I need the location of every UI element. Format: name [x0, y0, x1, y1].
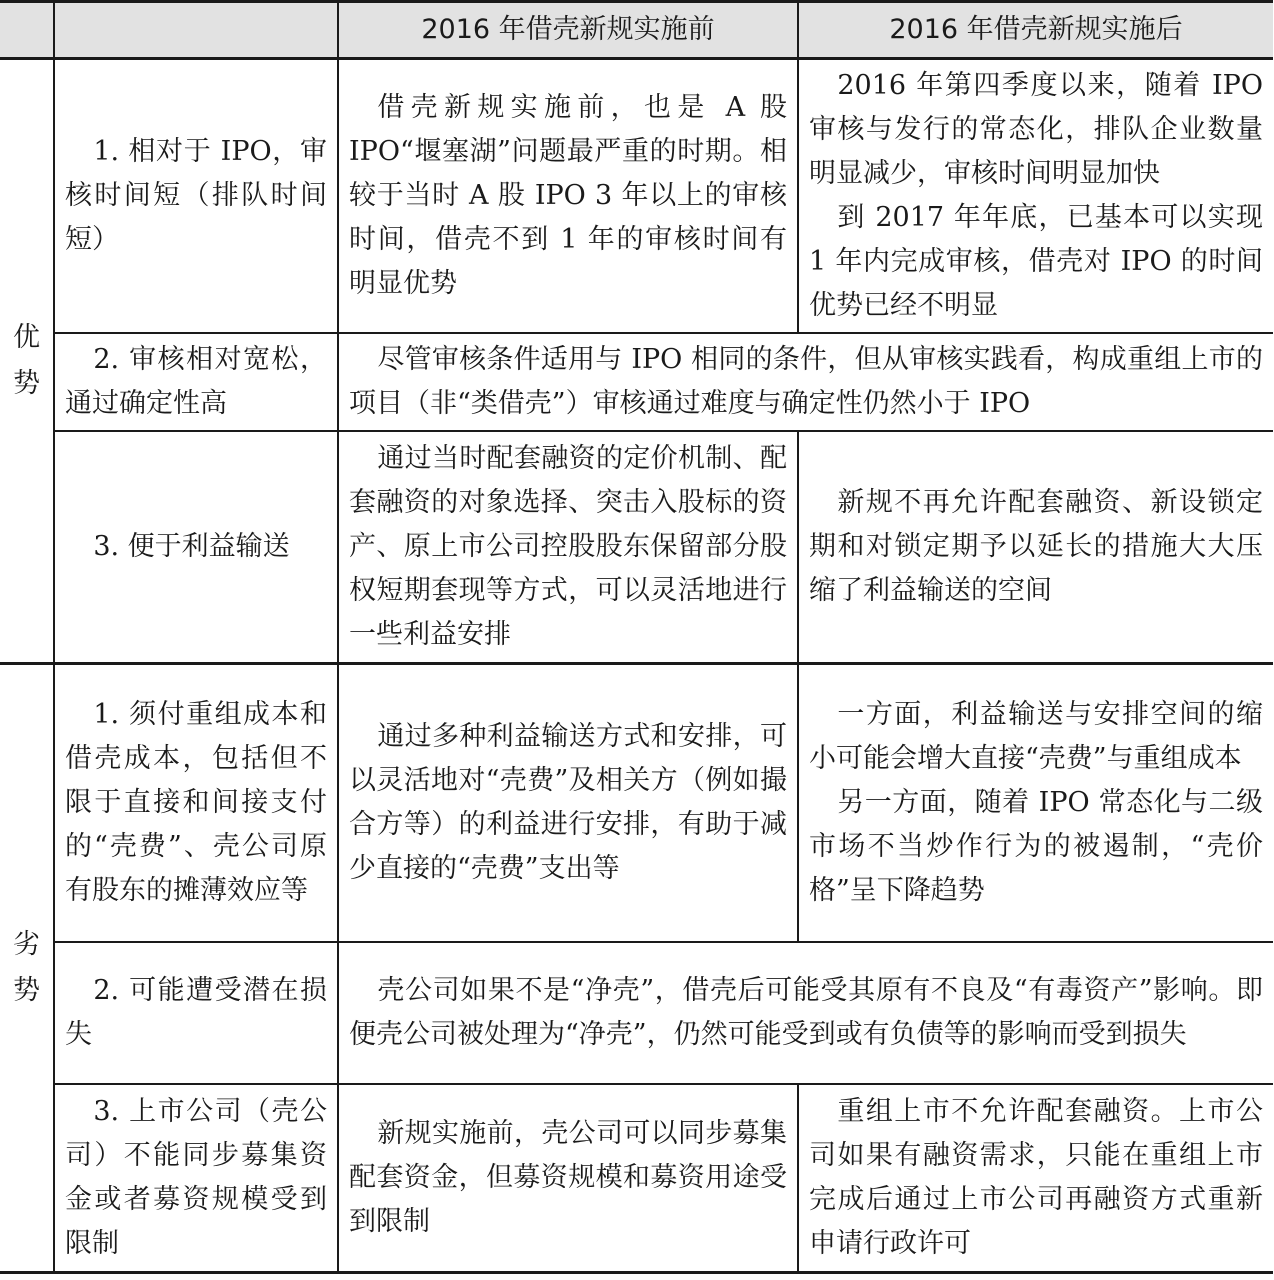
item-cell: 3. 便于利益输送 — [54, 431, 338, 664]
category-disadvantages: 劣 势 — [0, 664, 54, 1273]
before-cell: 通过当时配套融资的定价机制、配套融资的对象选择、突击入股标的资产、原上市公司控股股东保留部分股权短期套现等方式，可以灵活地进行一些利益安排 — [338, 431, 798, 664]
item-cell: 1. 相对于 IPO，审核时间短（排队时间短） — [54, 59, 338, 334]
item-cell: 2. 审核相对宽松，通过确定性高 — [54, 333, 338, 431]
header-row — [0, 2, 1273, 59]
item-cell: 2. 可能遭受潜在损失 — [54, 942, 338, 1084]
before-cell: 借壳新规实施前，也是 A 股 IPO“堰塞湖”问题最严重的时期。相较于当时 A 股 IPO 3 年以上的审核时间，借壳不到 1 年的审核时间有明显优势 — [338, 59, 798, 334]
header-category — [0, 2, 54, 59]
header-before: 2016 年借壳新规实施前 — [338, 2, 798, 59]
after-cell: 2016 年第四季度以来，随着 IPO 审核与发行的常态化，排队企业数量明显减少，审核时间明显加快 到 2017 年年底，已基本可以实现 1 年内完成审核，借壳对 IPO 的时间优势已经不明显 — [798, 59, 1273, 334]
after-cell: 重组上市不允许配套融资。上市公司如果有融资需求，只能在重组上市完成后通过上市公司再融资方式重新申请行政许可 — [798, 1084, 1273, 1273]
header-item — [54, 2, 338, 59]
merged-cell: 尽管审核条件适用与 IPO 相同的条件，但从审核实践看，构成重组上市的项目（非“类借壳”）审核通过难度与确定性仍然小于 IPO — [338, 333, 1273, 431]
table-row — [0, 1084, 1273, 1273]
before-cell: 新规实施前，壳公司可以同步募集配套资金，但募资规模和募资用途受到限制 — [338, 1084, 798, 1273]
before-cell: 通过多种利益输送方式和安排，可以灵活地对“壳费”及相关方（例如撮合方等）的利益进行安排，有助于减少直接的“壳费”支出等 — [338, 664, 798, 943]
table-row — [0, 942, 1273, 1084]
table-row — [0, 59, 1273, 334]
category-advantages: 优 势 — [0, 59, 54, 664]
after-cell: 新规不再允许配套融资、新设锁定期和对锁定期予以延长的措施大大压缩了利益输送的空间 — [798, 431, 1273, 664]
header-after: 2016 年借壳新规实施后 — [798, 2, 1273, 59]
merged-cell: 壳公司如果不是“净壳”，借壳后可能受其原有不良及“有毒资产”影响。即便壳公司被处理为“净壳”，仍然可能受到或有负债等的影响而受到损失 — [338, 942, 1273, 1084]
item-cell: 1. 须付重组成本和借壳成本，包括但不限于直接和间接支付的“壳费”、壳公司原有股东的摊薄效应等 — [54, 664, 338, 943]
item-cell: 3. 上市公司（壳公司）不能同步募集资金或者募资规模受到限制 — [54, 1084, 338, 1273]
after-cell: 一方面，利益输送与安排空间的缩小可能会增大直接“壳费”与重组成本 另一方面，随着 IPO 常态化与二级市场不当炒作行为的被遏制，“壳价格”呈下降趋势 — [798, 664, 1273, 943]
table-row — [0, 333, 1273, 431]
table-row — [0, 431, 1273, 664]
table-row — [0, 664, 1273, 943]
